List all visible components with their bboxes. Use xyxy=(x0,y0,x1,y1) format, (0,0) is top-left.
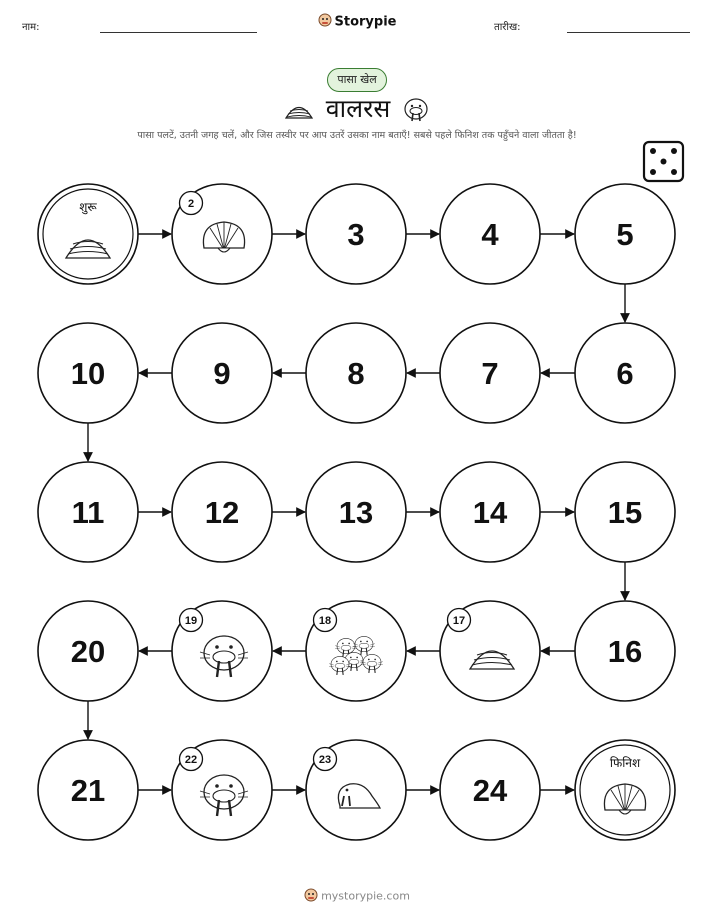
board-space-20[interactable] xyxy=(38,601,138,701)
board-space-4[interactable] xyxy=(440,184,540,284)
board-space-1[interactable] xyxy=(38,184,138,284)
space-number: 4 xyxy=(481,217,499,252)
board-spaces xyxy=(38,184,675,840)
space-number: 11 xyxy=(71,495,105,530)
space-number: 3 xyxy=(347,217,365,252)
shell-icon xyxy=(203,222,244,252)
shell-icon xyxy=(604,784,645,814)
space-number: 6 xyxy=(616,356,634,391)
space-number-badge: 17 xyxy=(452,615,466,627)
title-text: वालरस xyxy=(325,94,391,123)
footer-site[interactable]: mystorypie.com xyxy=(321,889,410,903)
name-label: नाम: xyxy=(22,22,40,33)
space-number-badge: 22 xyxy=(184,754,198,766)
board-space-23[interactable] xyxy=(306,740,406,840)
space-number: 14 xyxy=(472,495,508,530)
board-space-12[interactable] xyxy=(172,462,272,562)
board-space-24[interactable] xyxy=(440,740,540,840)
space-number: 16 xyxy=(607,634,643,669)
board-space-10[interactable] xyxy=(38,323,138,423)
space-number: 7 xyxy=(481,356,499,391)
board-space-21[interactable] xyxy=(38,740,138,840)
board-space-16[interactable] xyxy=(575,601,675,701)
space-number: 12 xyxy=(204,495,240,530)
board-space-8[interactable] xyxy=(306,323,406,423)
space-number: 24 xyxy=(472,773,508,808)
board-space-17[interactable] xyxy=(440,601,540,701)
start-label: शुरू xyxy=(79,200,97,214)
board-space-3[interactable] xyxy=(306,184,406,284)
space-number: 10 xyxy=(70,356,106,391)
board-space-9[interactable] xyxy=(172,323,272,423)
space-number: 8 xyxy=(347,356,365,391)
board-space-5[interactable] xyxy=(575,184,675,284)
space-number: 5 xyxy=(616,217,634,252)
board-space-7[interactable] xyxy=(440,323,540,423)
space-number-badge: 18 xyxy=(318,615,332,627)
date-label: तारीख: xyxy=(494,22,521,33)
board-space-22[interactable] xyxy=(172,740,272,840)
space-number: 20 xyxy=(70,634,106,669)
space-number-badge: 19 xyxy=(184,615,198,627)
space-number: 9 xyxy=(213,356,231,391)
brand-name: Storypie xyxy=(334,14,397,30)
board-space-2[interactable] xyxy=(172,184,272,284)
space-number: 13 xyxy=(338,495,374,530)
space-number-badge: 2 xyxy=(187,198,195,210)
game-tag: पासा खेल xyxy=(327,68,387,92)
instructions: पासा पलटें, उतनी जगह चलें, और जिस तस्वीर पर आप उतरें उसका नाम बताएँ! सबसे पहले फिनिश तक पहुँचने वाला जीतता है! xyxy=(137,130,577,141)
space-number: 21 xyxy=(70,773,106,808)
board-space-11[interactable] xyxy=(38,462,138,562)
board-space-18[interactable] xyxy=(306,601,406,701)
board-space-13[interactable] xyxy=(306,462,406,562)
space-number-badge: 23 xyxy=(318,754,332,766)
board-space-15[interactable] xyxy=(575,462,675,562)
dice-icon xyxy=(644,142,683,181)
board-space-14[interactable] xyxy=(440,462,540,562)
footer xyxy=(0,888,714,905)
storypie-logo-icon xyxy=(304,888,318,905)
finish-label: फिनिश xyxy=(609,756,641,770)
board-space-25[interactable] xyxy=(575,740,675,840)
board-space-6[interactable] xyxy=(575,323,675,423)
board-space-19[interactable] xyxy=(172,601,272,701)
space-number: 15 xyxy=(607,495,643,530)
